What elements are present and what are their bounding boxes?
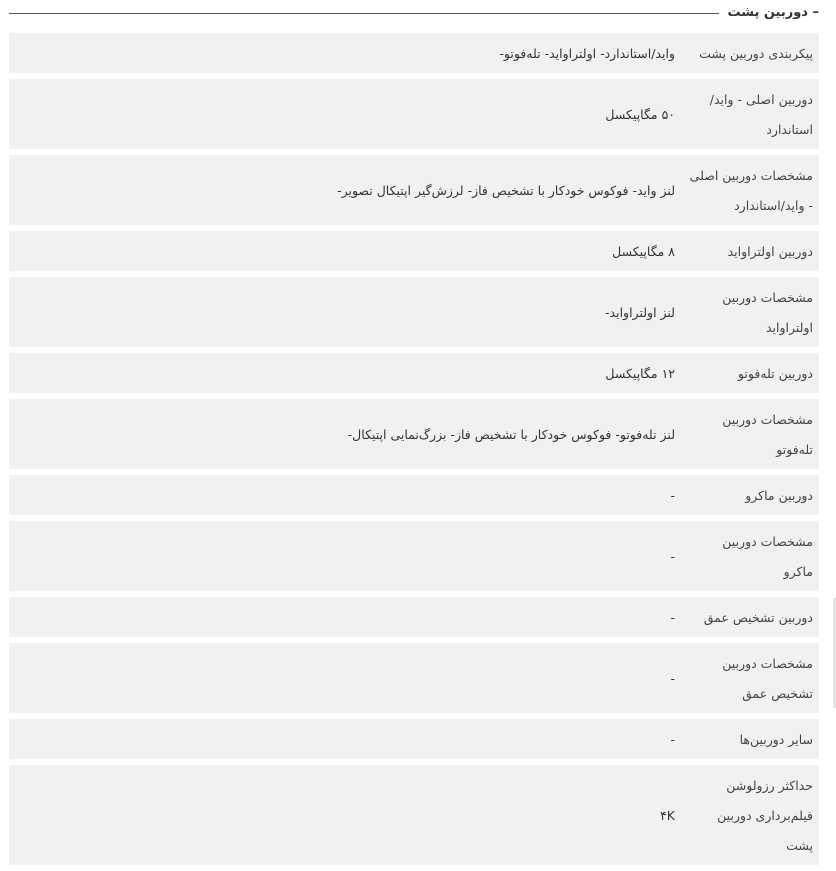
spec-key: دوربین ماکرو — [689, 475, 819, 515]
spec-key: مشخصات دوربین اولتراواید — [689, 277, 819, 347]
spec-key: پیکربندی دوربین پشت — [689, 33, 819, 73]
rear-camera-spec-section — [9, 0, 819, 871]
table-row — [9, 353, 819, 393]
spec-value: لنز تله‌فوتو- فوکوس خودکار با تشخیص فاز- بزرگ‌نمایی اپتیکال- — [9, 399, 689, 469]
spec-value: - — [9, 719, 689, 759]
table-row — [9, 719, 819, 759]
spec-table — [9, 27, 819, 871]
spec-value: ۸ مگاپیکسل — [9, 231, 689, 271]
spec-value: ۴K — [9, 765, 689, 865]
table-row — [9, 521, 819, 591]
spec-key: مشخصات دوربین اصلی - واید/استاندارد — [689, 155, 819, 225]
spec-key: سایر دوربین‌ها — [689, 719, 819, 759]
table-row — [9, 475, 819, 515]
section-title[interactable]: – دوربین پشت — [727, 5, 819, 20]
spec-key: مشخصات دوربین تشخیص عمق — [689, 643, 819, 713]
table-row — [9, 597, 819, 637]
table-row — [9, 79, 819, 149]
spec-value: ۵۰ مگاپیکسل — [9, 79, 689, 149]
table-row — [9, 643, 819, 713]
spec-key: دوربین تله‌فوتو — [689, 353, 819, 393]
spec-value: - — [9, 521, 689, 591]
table-row — [9, 399, 819, 469]
spec-value: لنز واید- فوکوس خودکار با تشخیص فاز- لرزش‌گیر اپتیکال تصویر- — [9, 155, 689, 225]
table-row — [9, 155, 819, 225]
table-row — [9, 765, 819, 865]
spec-value: لنز اولتراواید- — [9, 277, 689, 347]
spec-key: دوربین اصلی - واید/استاندارد — [689, 79, 819, 149]
spec-value: ۱۲ مگاپیکسل — [9, 353, 689, 393]
section-divider — [9, 13, 719, 14]
spec-key: دوربین اولتراواید — [689, 231, 819, 271]
section-header[interactable] — [9, 0, 819, 26]
spec-key: مشخصات دوربین ماکرو — [689, 521, 819, 591]
spec-key: مشخصات دوربین تله‌فوتو — [689, 399, 819, 469]
spec-key: حداکثر رزولوشن فیلم‌برداری دوربین پشت — [689, 765, 819, 865]
table-row — [9, 33, 819, 73]
spec-key: دوربین تشخیص عمق — [689, 597, 819, 637]
spec-value: - — [9, 475, 689, 515]
spec-value: - — [9, 597, 689, 637]
spec-value: - — [9, 643, 689, 713]
spec-value: واید/استاندارد- اولتراواید- تله‌فوتو- — [9, 33, 689, 73]
table-row — [9, 231, 819, 271]
table-row — [9, 277, 819, 347]
